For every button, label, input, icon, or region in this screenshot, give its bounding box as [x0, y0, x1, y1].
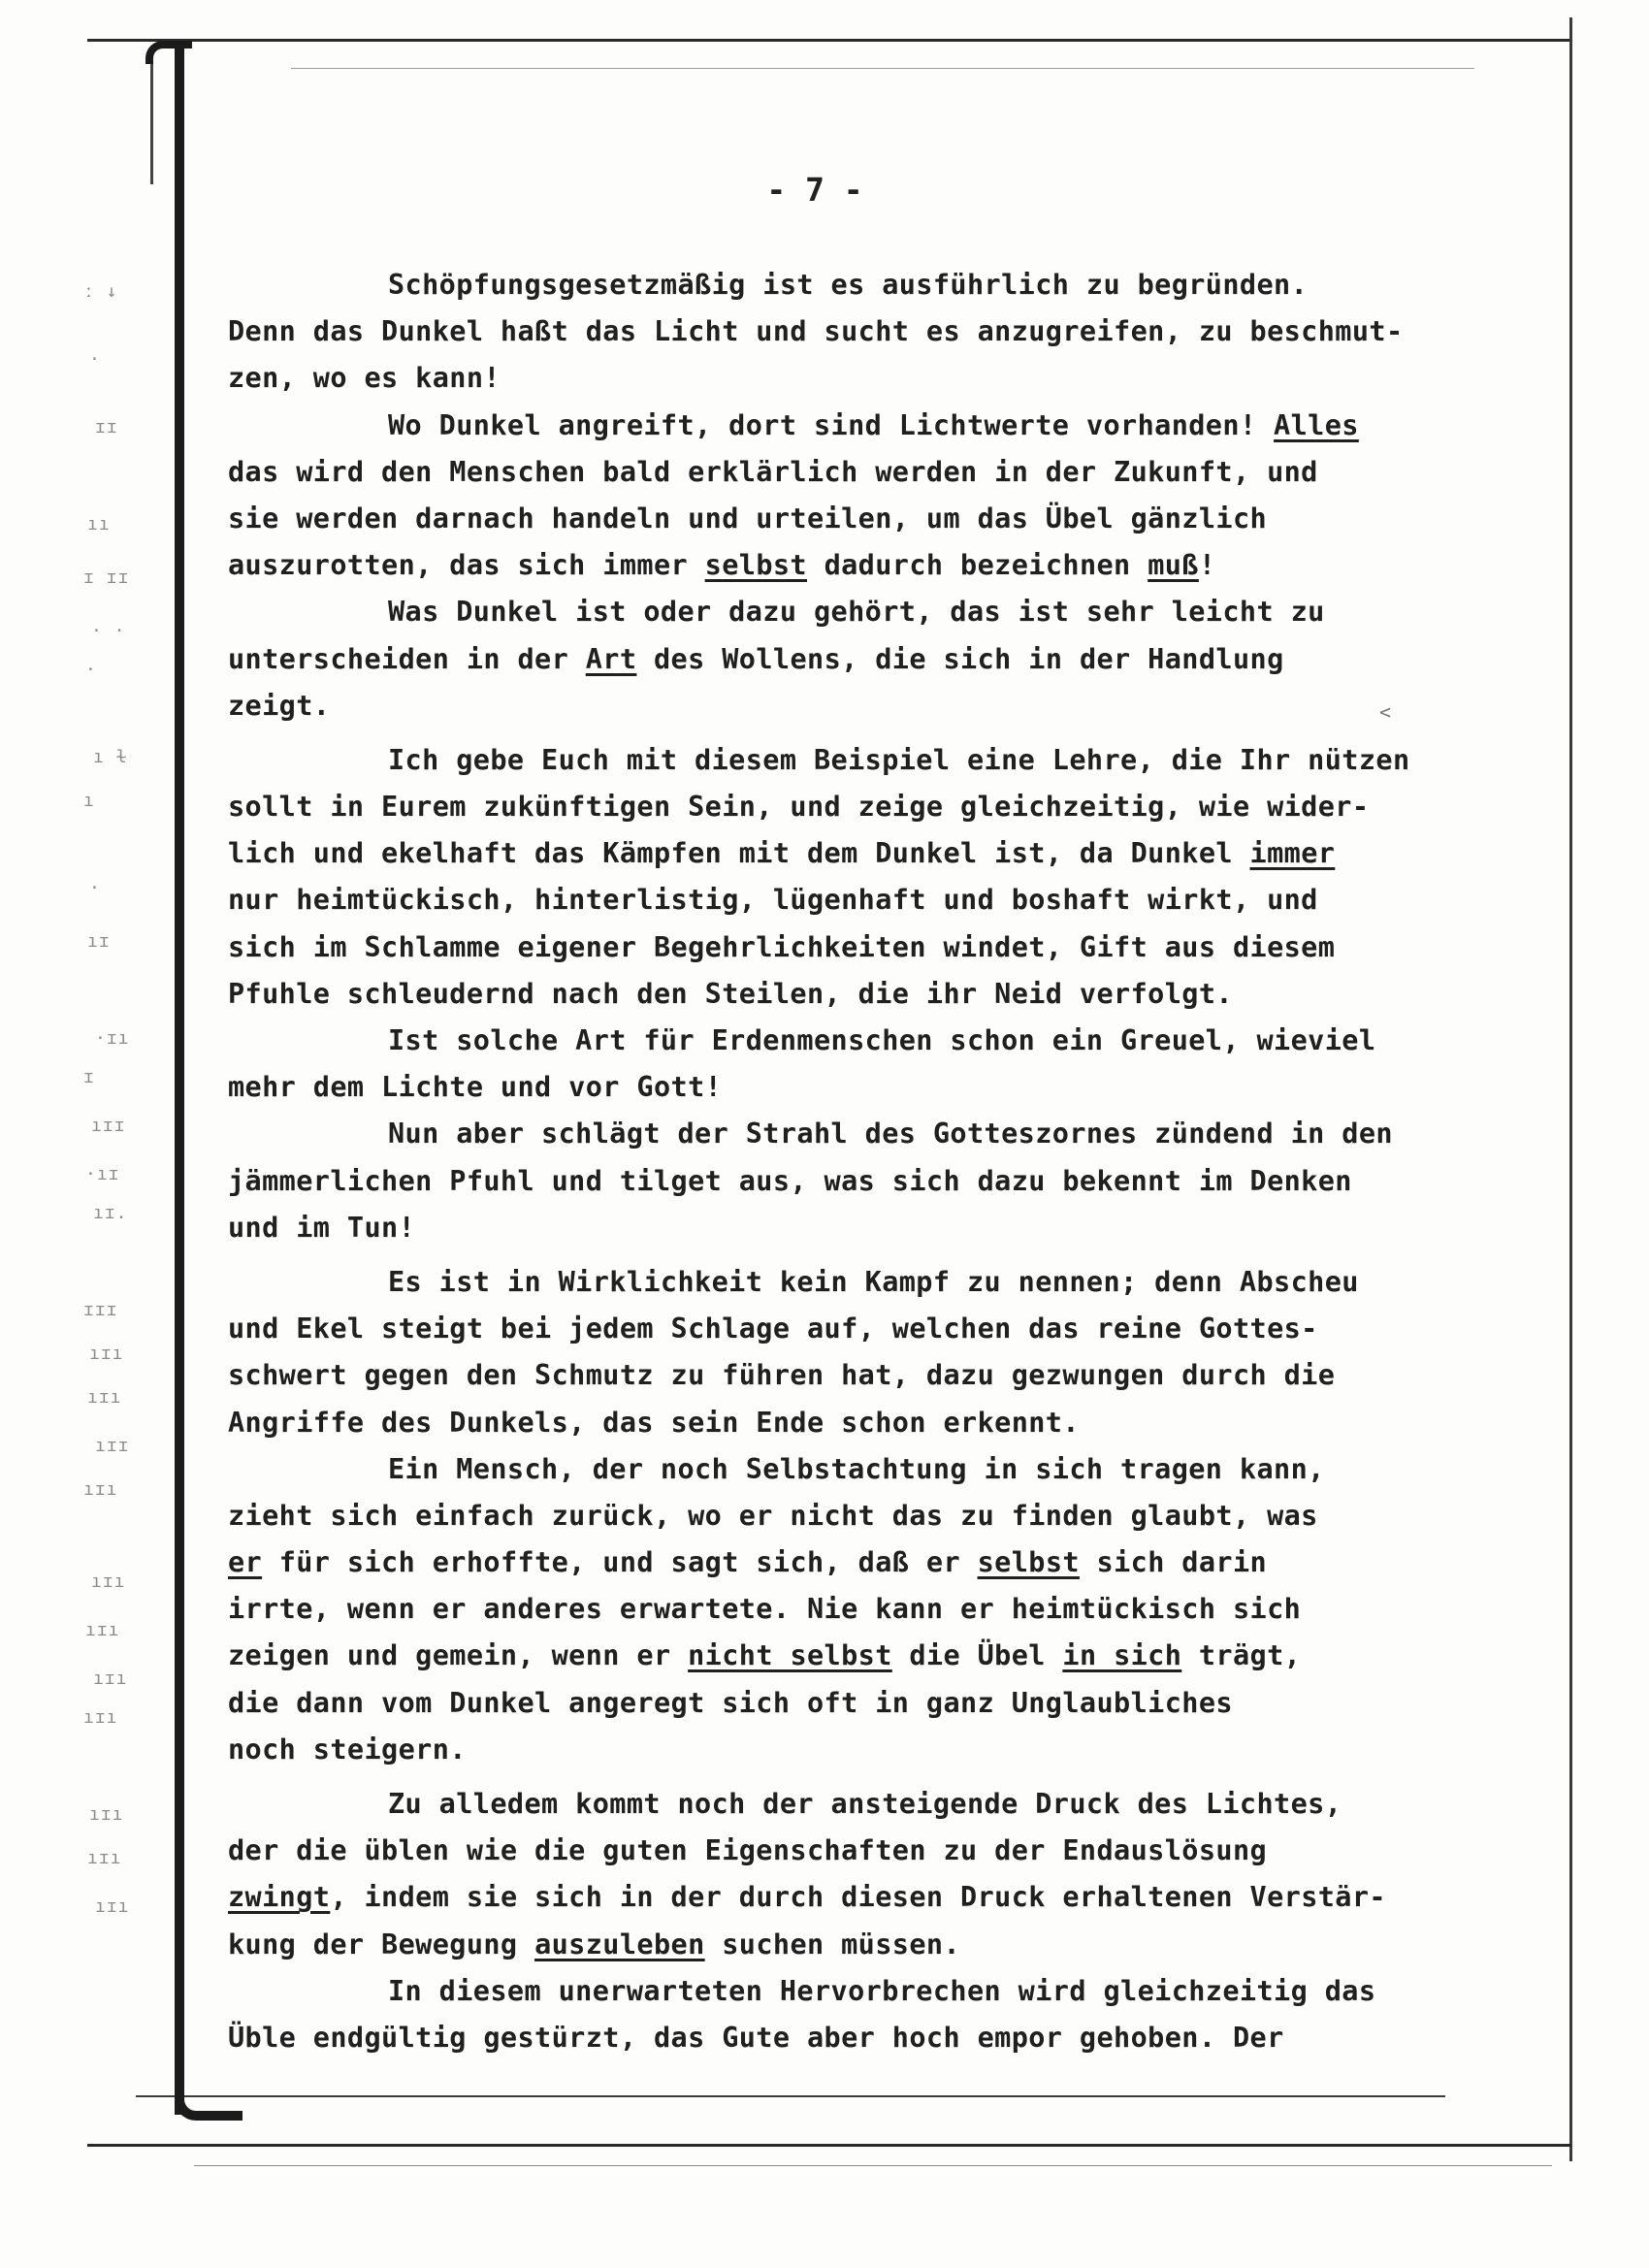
margin-fragment: ıɪ.: [93, 1203, 128, 1223]
underlined-phrase: nicht selbst: [688, 1639, 892, 1672]
margin-fragment: ıɪı: [89, 1344, 124, 1364]
binder-hook-top: [146, 41, 192, 64]
margin-fragment: ıɪɪ: [91, 1116, 126, 1136]
text-line: zieht sich einfach zurück, wo er nicht das zu finden glaubt, was: [228, 1499, 1318, 1532]
margin-fragment: ıɪı: [87, 1387, 122, 1408]
text-line: Nun aber schlägt der Strahl des Gotteszornes zündend in den: [388, 1118, 1393, 1150]
text-line: unterscheiden in der Art des Wollens, die sich in der Handlung: [228, 642, 1284, 675]
margin-fragment: ıɪı: [83, 1707, 118, 1728]
underlined-word: muß: [1148, 549, 1199, 582]
margin-fragment: ɪ ɪɪ: [83, 567, 130, 588]
margin-fragment: ıı: [87, 514, 111, 535]
margin-fragment: ɪ: [83, 1067, 95, 1087]
frame-bottom-faint-line: [194, 2165, 1552, 2166]
margin-fragment: ·ɪı: [95, 1028, 130, 1049]
text-line: Üble endgültig gestürzt, das Gute aber hoch empor gehoben. Der: [228, 2021, 1284, 2054]
text-line: die dann vom Dunkel angeregt sich oft in ganz Unglaubliches: [228, 1686, 1233, 1719]
text-line: mehr dem Lichte und vor Gott!: [228, 1071, 723, 1104]
text-line: Schöpfungsgesetzmäßig ist es ausführlich zu begründen.: [388, 269, 1309, 301]
underlined-word: immer: [1249, 837, 1336, 870]
margin-fragment: ıɪı: [85, 1620, 120, 1640]
underlined-word: Alles: [1274, 408, 1359, 441]
text-line: der die üblen wie die guten Eigenschaften zu der Endauslösung: [228, 1834, 1268, 1867]
text-line: nur heimtückisch, hinterlistig, lügenhaft und boshaft wirkt, und: [228, 884, 1318, 917]
margin-fragment: ıɪı: [93, 1669, 128, 1689]
text-line: In diesem unerwarteten Hervorbrechen wird gleichzeitig das: [388, 1974, 1376, 2007]
margin-fragment: ·: [85, 660, 97, 680]
text-line: und im Tun!: [228, 1211, 416, 1244]
text-line: zeigen und gemein, wenn er nicht selbst die Übel in sich trägt,: [228, 1639, 1302, 1672]
margin-fragment: ıɪı: [89, 1804, 124, 1825]
margin-fragment: ·: [89, 878, 101, 898]
margin-fragment: ·: [89, 349, 101, 370]
text-line: auszurotten, das sich immer selbst dadurch bezeichnen muß!: [228, 549, 1216, 582]
text-line: schwert gegen den Schmutz zu führen hat, dazu gezwungen durch die: [228, 1359, 1336, 1392]
margin-fragment: ı ɫ: [93, 747, 128, 767]
text-line: sich im Schlamme eigener Begehrlichkeiten windet, Gift aus diesem: [228, 930, 1336, 963]
text-line: sie werden darnach handeln und urteilen, um das Übel gänzlich: [228, 502, 1268, 535]
underlined-word: Art: [585, 642, 637, 675]
margin-fragment: ıɪı: [83, 1479, 118, 1500]
text-line: Angriffe des Dunkels, das sein Ende schon erkennt.: [228, 1406, 1080, 1439]
text-line: zen, wo es kann!: [228, 362, 501, 395]
text-line: Denn das Dunkel haßt das Licht und sucht es anzugreifen, zu beschmut-: [228, 315, 1404, 348]
text-line: Es ist in Wirklichkeit kein Kampf zu nennen; denn Abscheu: [388, 1265, 1359, 1298]
underlined-word: auszuleben: [534, 1928, 705, 1960]
text-line: er für sich erhoffte, und sagt sich, daß er selbst sich darin: [228, 1546, 1268, 1579]
text-line: zwingt, indem sie sich in der durch diesen Druck erhaltenen Verstär-: [228, 1881, 1386, 1914]
margin-fragment: · ·: [91, 621, 126, 641]
text-line: zeigt.: [228, 689, 331, 722]
text-line: das wird den Menschen bald erklärlich werden in der Zukunft, und: [228, 455, 1318, 488]
binder-hook-bottom: [175, 2086, 242, 2121]
frame-bottom-inner-line: [136, 2095, 1445, 2097]
text-line: Zu alledem kommt noch der ansteigende Druck des Lichtes,: [388, 1788, 1342, 1820]
binder-bar: [175, 49, 184, 2115]
margin-fragment: ıɪ: [87, 931, 111, 952]
underlined-word: selbst: [977, 1546, 1080, 1579]
underlined-word: zwingt: [228, 1881, 331, 1914]
text-line: Was Dunkel ist oder dazu gehört, das ist sehr leicht zu: [388, 596, 1325, 629]
text-line: kung der Bewegung auszuleben suchen müssen.: [228, 1928, 961, 1960]
frame-top-line: [87, 39, 1571, 42]
margin-fragment: ·ıɪ: [85, 1164, 120, 1184]
page-number: - 7 -: [766, 171, 863, 209]
text-line: Ein Mensch, der noch Selbstachtung in sich tragen kann,: [388, 1452, 1325, 1485]
margin-fragment: ɪɪɪ: [83, 1300, 118, 1320]
frame-top-faint-line: [291, 68, 1474, 69]
text-line: lich und ekelhaft das Kämpfen mit dem Dunkel ist, da Dunkel immer: [228, 837, 1336, 870]
frame-bottom-line: [87, 2144, 1571, 2147]
underlined-phrase: in sich: [1062, 1639, 1182, 1672]
frame-right-line: [1569, 17, 1572, 2161]
scan-artifact-mark: <: [1379, 700, 1392, 724]
margin-fragment: ı: [83, 791, 95, 811]
text-line: noch steigern.: [228, 1733, 467, 1766]
margin-fragment: ıɪı: [87, 1848, 122, 1868]
frame-left-rule: [150, 58, 153, 184]
text-line: irrte, wenn er anderes erwartete. Nie kann er heimtückisch sich: [228, 1593, 1302, 1626]
margin-fragment: ː ↓: [83, 281, 118, 302]
margin-fragment: ıɪı: [91, 1571, 126, 1592]
text-line: und Ekel steigt bei jedem Schlage auf, welchen das reine Gottes-: [228, 1312, 1318, 1345]
typed-text-body: [228, 262, 1533, 2061]
underlined-word: er: [228, 1546, 263, 1579]
text-line: sollt in Eurem zukünftigen Sein, und zeige gleichzeitig, wie wider-: [228, 791, 1370, 824]
margin-fragment: ıɪı: [95, 1896, 130, 1917]
text-line: Ich gebe Euch mit diesem Beispiel eine Lehre, die Ihr nützen: [388, 743, 1410, 776]
text-line: jämmerlichen Pfuhl und tilget aus, was sich dazu bekennt im Denken: [228, 1164, 1352, 1197]
margin-fragment: ɪɪ: [95, 417, 118, 437]
text-line: Ist solche Art für Erdenmenschen schon ein Greuel, wieviel: [388, 1024, 1376, 1056]
underlined-word: selbst: [704, 549, 807, 582]
text-line: Pfuhle schleudernd nach den Steilen, die ihr Neid verfolgt.: [228, 977, 1233, 1010]
margin-fragment: ıɪɪ: [95, 1436, 130, 1456]
text-line: Wo Dunkel angreift, dort sind Lichtwerte vorhanden! Alles: [388, 408, 1359, 441]
